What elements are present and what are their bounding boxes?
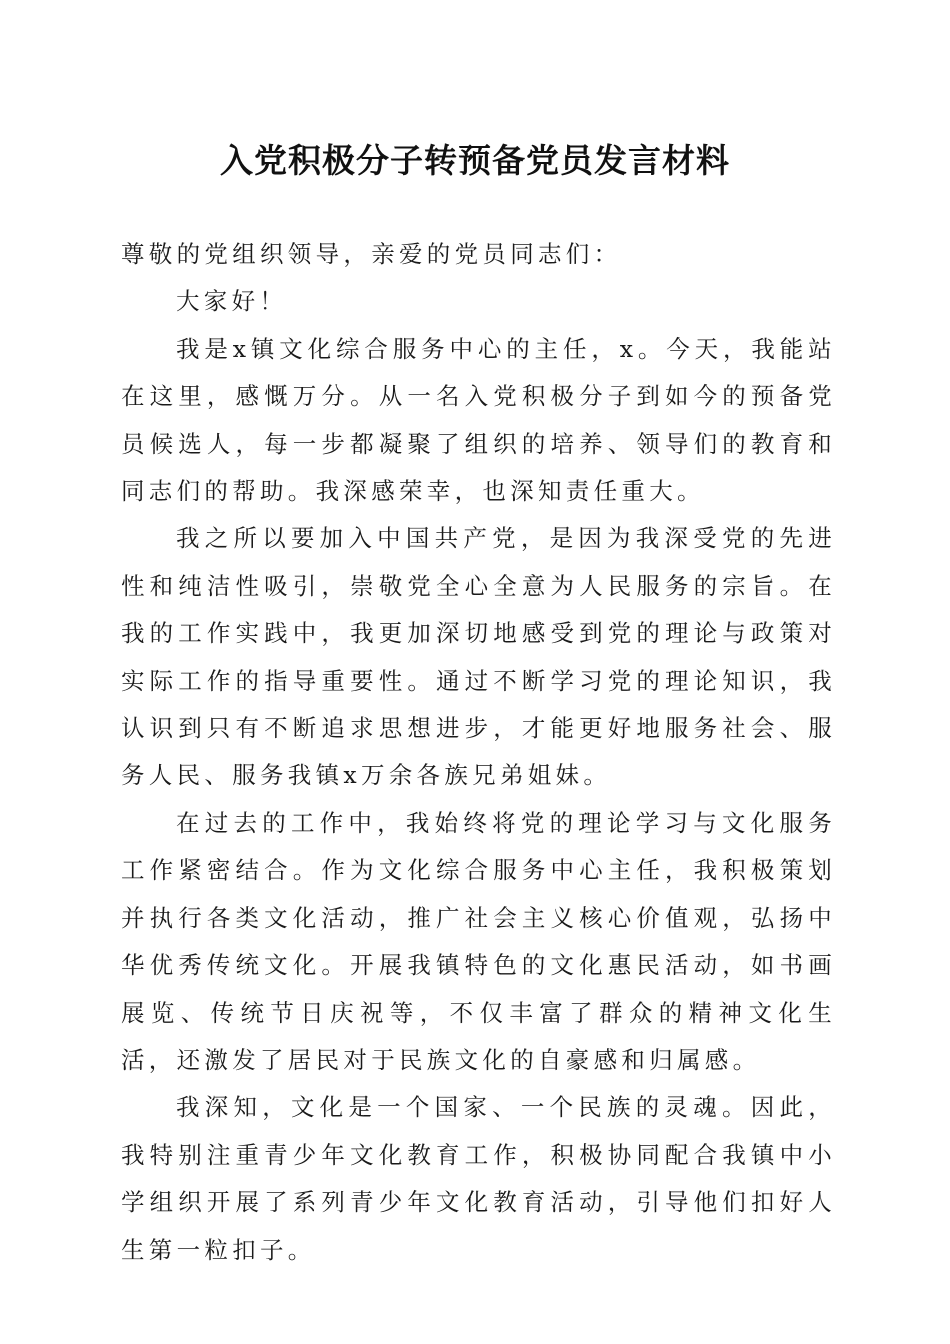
salutation: 尊敬的党组织领导，亲爱的党员同志们： xyxy=(121,240,622,268)
paragraph-youth-education: 我深知，文化是一个国家、一个民族的灵魂。因此，我特别注重青少年文化教育工作，积极协同配合我镇中小学组织开展了系列青少年文化教育活动，引导他们扣好人生第一粒扣子。 xyxy=(121,1093,836,1264)
paragraph-greeting: 大家好！ xyxy=(176,287,288,316)
document-title: 入党积极分子转预备党员发言材料 xyxy=(220,141,730,180)
paragraph-introduction: 我是x镇文化综合服务中心的主任，x。今天，我能站在这里，感慨万分。从一名入党积极分子到如今的预备党员候选人，每一步都凝聚了组织的培养、领导们的教育和同志们的帮助。我深感荣幸，也深知责任重大。 xyxy=(121,334,836,506)
document-body xyxy=(121,231,836,1274)
paragraph-motivation: 我之所以要加入中国共产党，是因为我深受党的先进性和纯洁性吸引，崇敬党全心全意为人民服务的宗旨。在我的工作实践中，我更加深切地感受到党的理论与政策对实际工作的指导重要性。通过不断学习党的理论知识，我认识到只有不断追求思想进步，才能更好地服务社会、服务人民、服务我镇x万余各族兄弟姐妹。 xyxy=(121,524,836,790)
paragraph-work-experience: 在过去的工作中，我始终将党的理论学习与文化服务工作紧密结合。作为文化综合服务中心主任，我积极策划并执行各类文化活动，推广社会主义核心价值观，弘扬中华优秀传统文化。开展我镇特色的文化惠民活动，如书画展览、传统节日庆祝等，不仅丰富了群众的精神文化生活，还激发了居民对于民族文化的自豪感和归属感。 xyxy=(121,808,836,1074)
